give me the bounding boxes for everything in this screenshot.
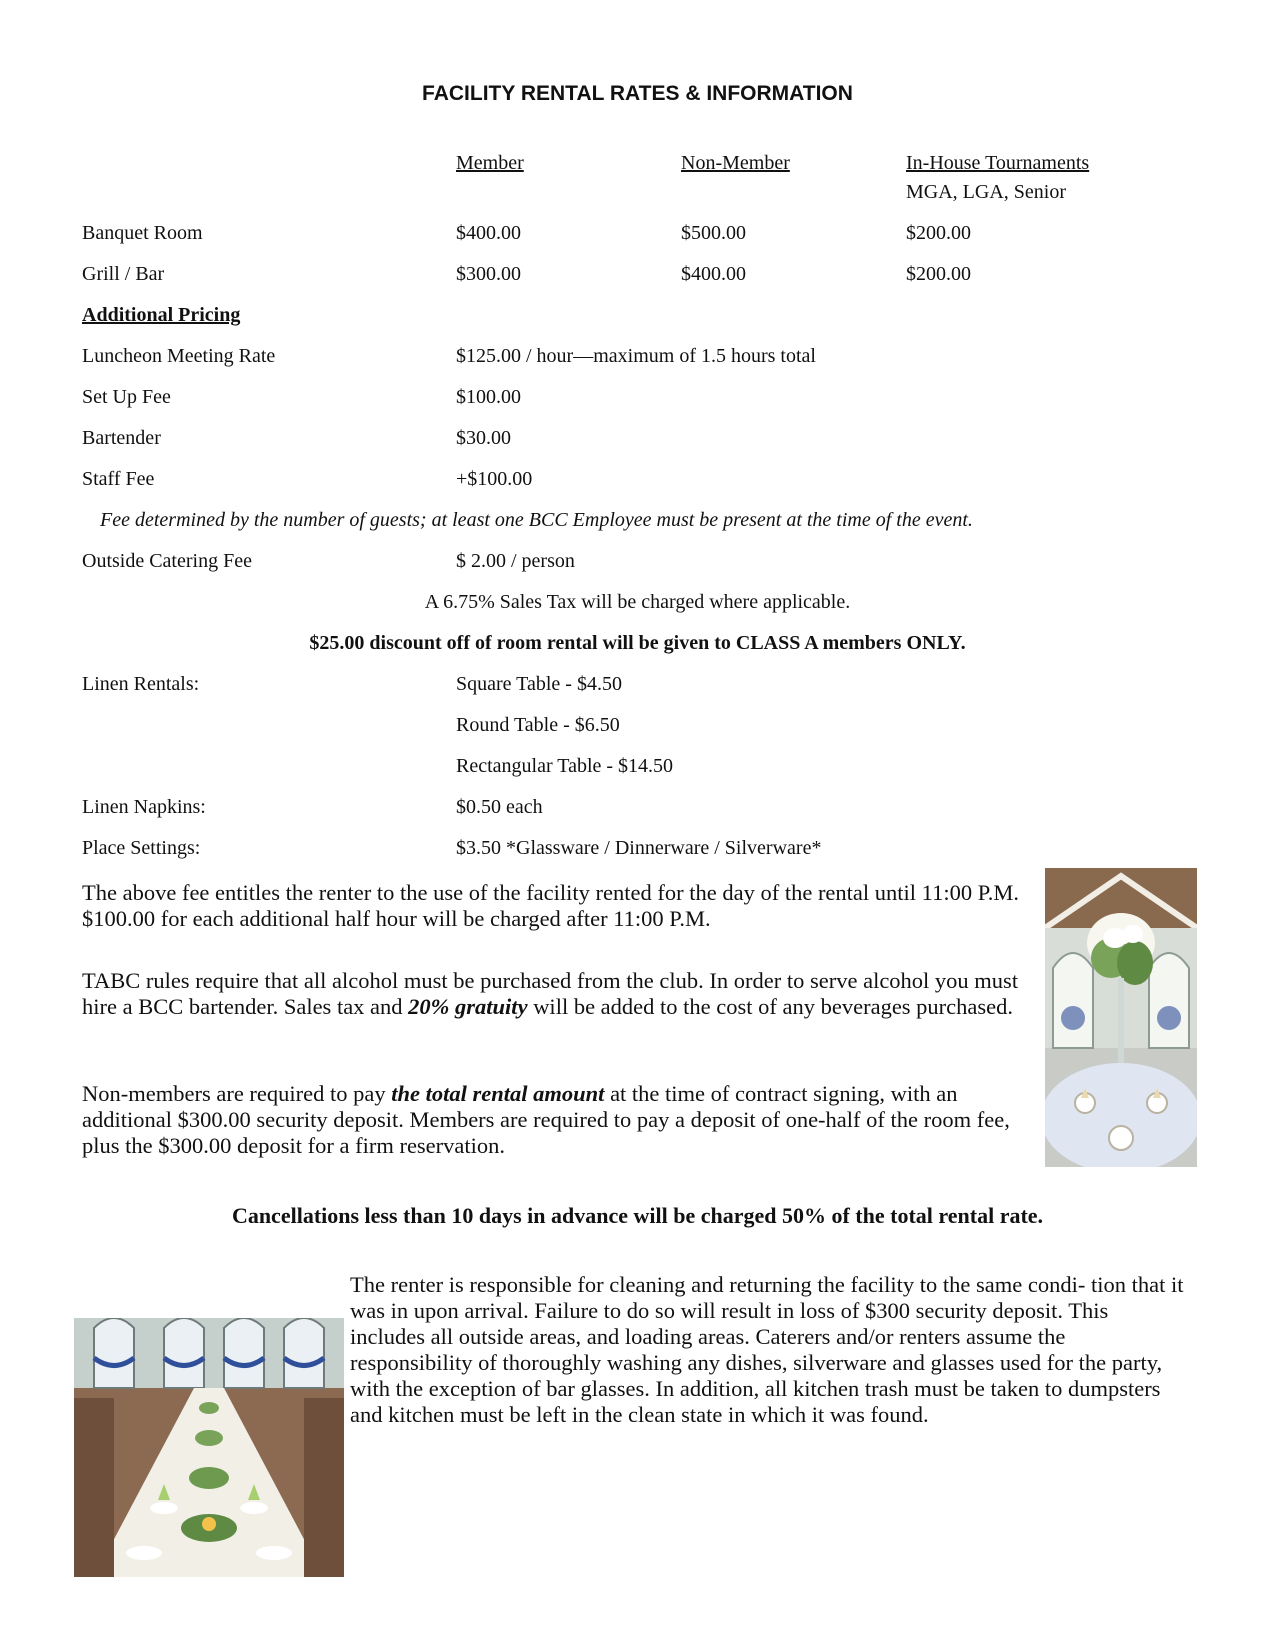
deposit-text-a: Non-members are required to pay — [82, 1081, 392, 1106]
staff-fee-note: Fee determined by the number of guests; at least one BCC Employee must be present at the time of the event. — [100, 509, 973, 531]
deposit-paragraph — [82, 1081, 1034, 1159]
deposit-text-c: at the time of contract signing, with an additional $300.00 security deposit. Members are required to pay a deposit of one-half of the room fee, plus the $300.00 deposit for a firm reservation. — [82, 1081, 1010, 1158]
additional-item-label: Staff Fee — [82, 468, 155, 490]
linen-row — [82, 755, 1202, 785]
additional-item — [82, 386, 1202, 416]
catering-value: $ 2.00 / person — [456, 550, 575, 572]
linen-item: Square Table - $4.50 — [456, 673, 622, 695]
place-settings-row — [82, 837, 1202, 867]
centerpiece-photo — [1045, 868, 1197, 1167]
additional-item-value: $100.00 — [456, 386, 521, 408]
additional-item — [82, 345, 1202, 375]
additional-item — [82, 468, 1202, 498]
header-in-house-sub: MGA, LGA, Senior — [906, 181, 1066, 203]
catering-row — [82, 550, 1202, 580]
additional-item-value: $30.00 — [456, 427, 511, 449]
napkins-label: Linen Napkins: — [82, 796, 206, 818]
alcohol-paragraph — [82, 968, 1034, 1020]
cancellation-note: Cancellations less than 10 days in advance will be charged 50% of the total rental rate. — [231, 1203, 1044, 1228]
rate-label: Grill / Bar — [82, 263, 165, 285]
rate-in-house: $200.00 — [906, 263, 971, 285]
napkins-value: $0.50 each — [456, 796, 543, 818]
fee-paragraph: The above fee entitles the renter to the use of the facility rented for the day of the rental until 11:00 P.M. $100.00 for each additional half hour will be charged after 11:00 P.M. — [82, 880, 1019, 931]
additional-item-value: +$100.00 — [456, 468, 533, 490]
additional-item-value: $125.00 / hour—maximum of 1.5 hours total — [456, 345, 816, 367]
page-title: FACILITY RENTAL RATES & INFORMATION — [422, 82, 853, 105]
additional-item-label: Bartender — [82, 427, 161, 449]
tax-note: A 6.75% Sales Tax will be charged where applicable. — [424, 591, 851, 613]
linen-row — [82, 714, 1202, 744]
linen-item: Round Table - $6.50 — [456, 714, 620, 736]
rate-member: $400.00 — [456, 222, 521, 244]
additional-item — [82, 427, 1202, 457]
header-non-member: Non-Member — [681, 152, 790, 174]
rate-label: Banquet Room — [82, 222, 203, 244]
additional-item-label: Luncheon Meeting Rate — [82, 345, 276, 367]
linen-row — [82, 673, 1202, 703]
additional-item-label: Set Up Fee — [82, 386, 171, 408]
place-settings-label: Place Settings: — [82, 837, 201, 859]
rate-in-house: $200.00 — [906, 222, 971, 244]
rate-row — [82, 263, 1202, 293]
gratuity-emphasis: 20% gratuity — [408, 994, 528, 1019]
napkins-row — [82, 796, 1202, 826]
rate-non-member: $400.00 — [681, 263, 746, 285]
total-rental-emphasis: the total rental amount — [391, 1081, 605, 1106]
additional-pricing-heading: Additional Pricing — [82, 304, 241, 326]
alcohol-text-a: TABC rules require that all alcohol must be purchased from the club. In order to serve alcohol you must hire a BCC bartender. Sales tax and — [82, 968, 1019, 1019]
rate-header-subrow — [82, 181, 1202, 211]
alcohol-text-c: will be added to the cost of any beverages purchased. — [527, 994, 1014, 1019]
header-member: Member — [456, 152, 524, 174]
rate-member: $300.00 — [456, 263, 521, 285]
catering-label: Outside Catering Fee — [82, 550, 252, 572]
discount-note: $25.00 discount off of room rental will be given to CLASS A members ONLY. — [309, 632, 966, 654]
banquet-table-photo — [74, 1318, 344, 1577]
additional-pricing-row — [82, 304, 1202, 334]
rate-row — [82, 222, 1202, 252]
linen-label: Linen Rentals: — [82, 673, 200, 695]
linen-item: Rectangular Table - $14.50 — [456, 755, 674, 777]
cleaning-paragraph: The renter is responsible for cleaning and returning the facility to the same condi- tion that it was in upon arrival. Failure to do so will result in loss of $300 security deposit. This includes all outside areas, and loading areas. Caterers and/or renters assume the responsibility of thoroughly washing any dishes, silverware and glasses used for the party, with the exception of bar glasses. In addition, all kitchen trash must be taken to dumpsters and kitchen must be left in the clean state in which it was found. — [350, 1272, 1184, 1427]
rate-non-member: $500.00 — [681, 222, 746, 244]
place-settings-value: $3.50 *Glassware / Dinnerware / Silverware* — [456, 837, 822, 859]
header-in-house: In-House Tournaments — [906, 152, 1090, 174]
rate-header-row — [82, 152, 1202, 182]
